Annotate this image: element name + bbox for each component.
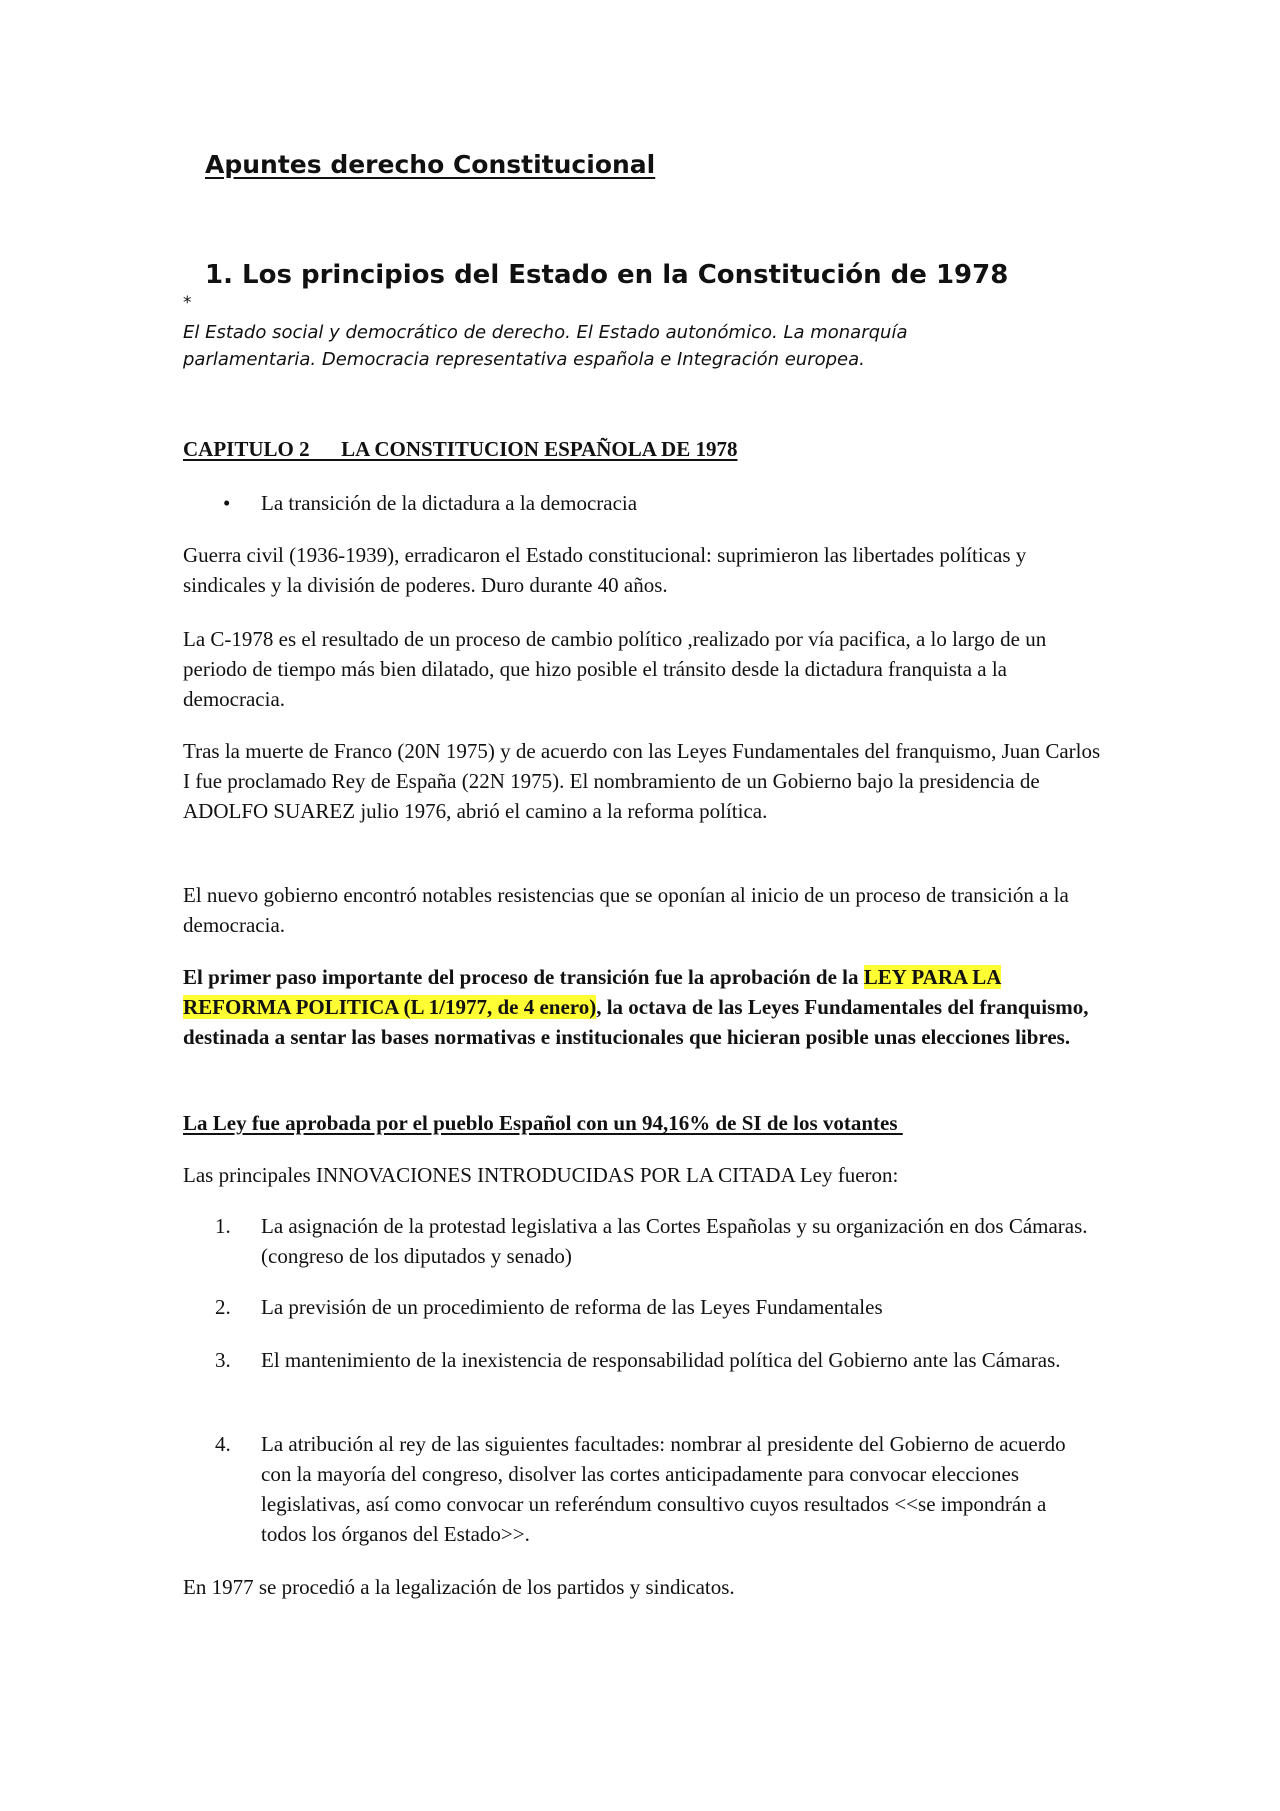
paragraph: La C-1978 es el resultado de un proceso de cambio político ,realizado por vía pacifica, a lo largo de un periodo de tiempo más bien dilatado, que hizo posible el tránsito desde la dictadura franquista a la democracia. (183, 627, 1047, 711)
list-item (215, 1211, 1095, 1271)
list-number: 2. (215, 1295, 231, 1319)
bold-paragraph-end: , la octava de las Leyes Fundamentales del franquismo, destinada a sentar las bases normativas e institucionales que hicieran posible unas elecciones libres. (183, 995, 1089, 1049)
bullet-text: La transición de la dictadura a la democracia (261, 491, 638, 515)
closing-paragraph: En 1977 se procedió a la legalización de los partidos y sindicatos. (183, 1575, 735, 1599)
bullet-icon: • (223, 491, 231, 515)
document-title: Apuntes derecho Constitucional (205, 150, 656, 179)
list-item (215, 1429, 1095, 1549)
list-text: El mantenimiento de la inexistencia de responsabilidad política del Gobierno ante las Cámaras. (261, 1348, 1061, 1372)
list-number: 3. (215, 1348, 231, 1372)
list-number: 1. (215, 1214, 231, 1238)
highlighted-law-name: LEY PARA LA REFORMA POLITICA (L 1/1977, de 4 enero) (183, 965, 1002, 1019)
bold-paragraph-start: El primer paso importante del proceso de transición fue la aprobación de la (183, 965, 864, 989)
section-heading: 1. Los principios del Estado en la Constitución de 1978 (205, 260, 1009, 290)
innovations-intro: Las principales INNOVACIONES INTRODUCIDAS POR LA CITADA Ley fueron: (183, 1163, 899, 1187)
chapter-heading: CAPITULO 2 LA CONSTITUCION ESPAÑOLA DE 1978 (183, 437, 738, 461)
paragraph: Tras la muerte de Franco (20N 1975) y de acuerdo con las Leyes Fundamentales del franquismo, Juan Carlos I fue proclamado Rey de España (22N 1975). El nombramiento de un Gobierno bajo la presidencia de ADOLFO SUAREZ julio 1976, abrió el camino a la reforma política. (183, 739, 1101, 823)
list-text: La previsión de un procedimiento de reforma de las Leyes Fundamentales (261, 1295, 883, 1319)
list-text: La atribución al rey de las siguientes facultades: nombrar al presidente del Gobierno de acuerdo con la mayoría del congreso, disolver las cortes anticipadamente para convocar elecciones legislativas, así como convocar un referéndum consultivo cuyos resultados <<se impondrán a todos los órganos del Estado>>. (261, 1432, 1066, 1546)
section-subtitle: El Estado social y democrático de derecho. El Estado autonómico. La monarquía parlamentaria. Democracia representativa española e Integración europea. (183, 322, 908, 370)
list-item (215, 1345, 1095, 1375)
vote-result-line: La Ley fue aprobada por el pueblo Español con un 94,16% de SI de los votantes (183, 1111, 903, 1135)
paragraph: Guerra civil (1936-1939), erradicaron el Estado constitucional: suprimieron las libertades políticas y sindicales y la división de poderes. Duro durante 40 años. (183, 543, 1027, 597)
bold-paragraph (183, 962, 1103, 1052)
asterisk-marker: * (183, 293, 192, 313)
bullet-item (223, 488, 637, 518)
list-item (215, 1292, 1095, 1322)
paragraph: El nuevo gobierno encontró notables resistencias que se oponían al inicio de un proceso de transición a la democracia. (183, 883, 1069, 937)
list-number: 4. (215, 1432, 231, 1456)
list-text: La asignación de la protestad legislativa a las Cortes Españolas y su organización en dos Cámaras.(congreso de los diputados y senado) (261, 1214, 1088, 1268)
